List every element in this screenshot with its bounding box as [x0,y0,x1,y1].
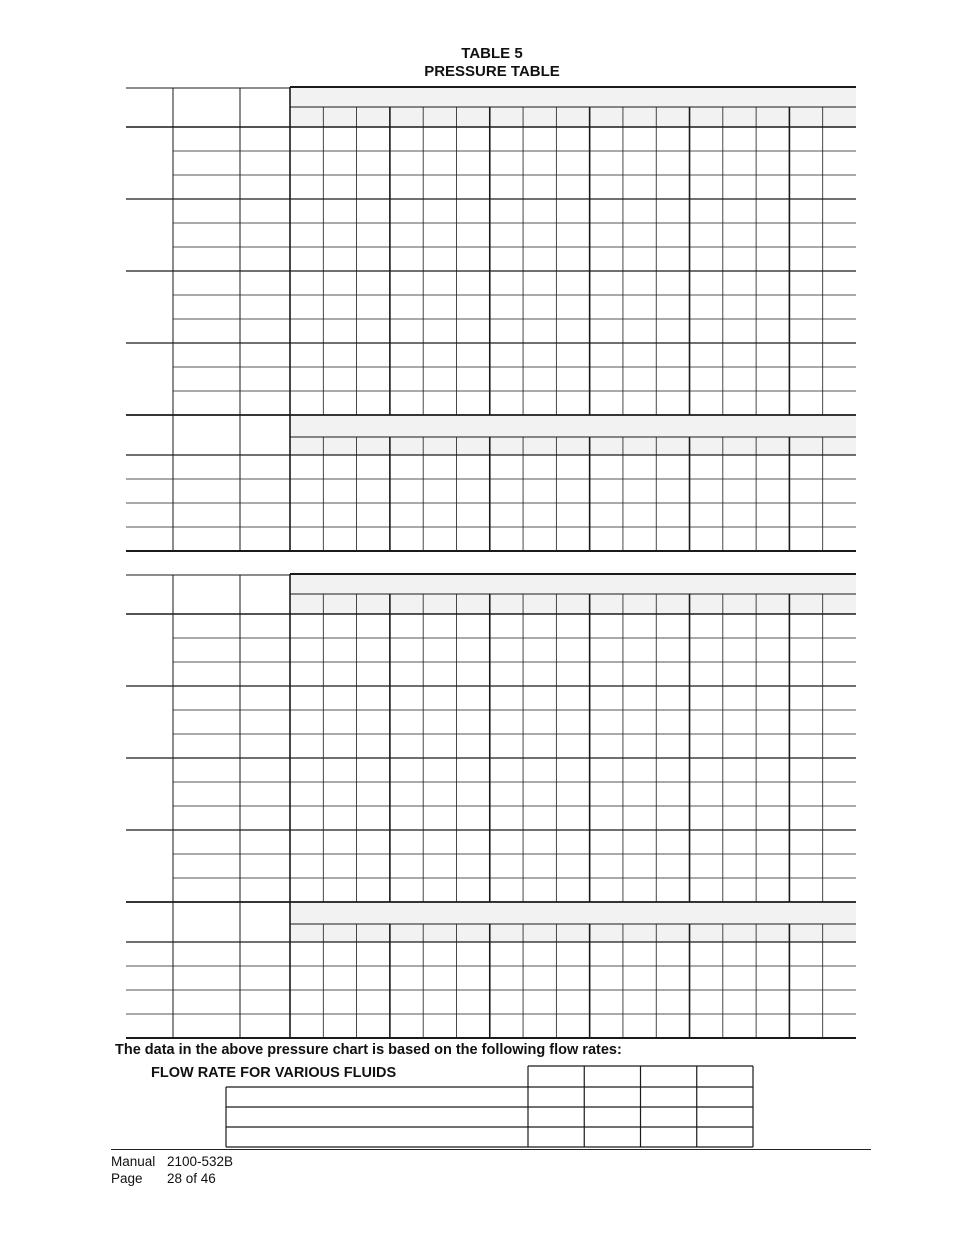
flow-rate-note: The data in the above pressure chart is based on the following flow rates: [115,1042,622,1058]
header-shade [290,415,856,455]
pressure-table-lower [126,574,856,1038]
footer-page [111,1170,216,1187]
header-shade [290,902,856,942]
footer-manual [111,1153,233,1170]
footer-manual-label: Manual [111,1154,156,1169]
footer-page-label: Page [111,1171,143,1186]
footer-page-value: 28 of 46 [167,1171,216,1186]
table-title: PRESSURE TABLE [424,63,560,80]
footer-manual-value: 2100-532B [167,1154,234,1169]
footer-divider [111,1149,871,1150]
table-number: TABLE 5 [461,45,523,62]
flow-rate-label: FLOW RATE FOR VARIOUS FLUIDS [151,1065,397,1081]
pressure-table-upper [126,87,856,551]
